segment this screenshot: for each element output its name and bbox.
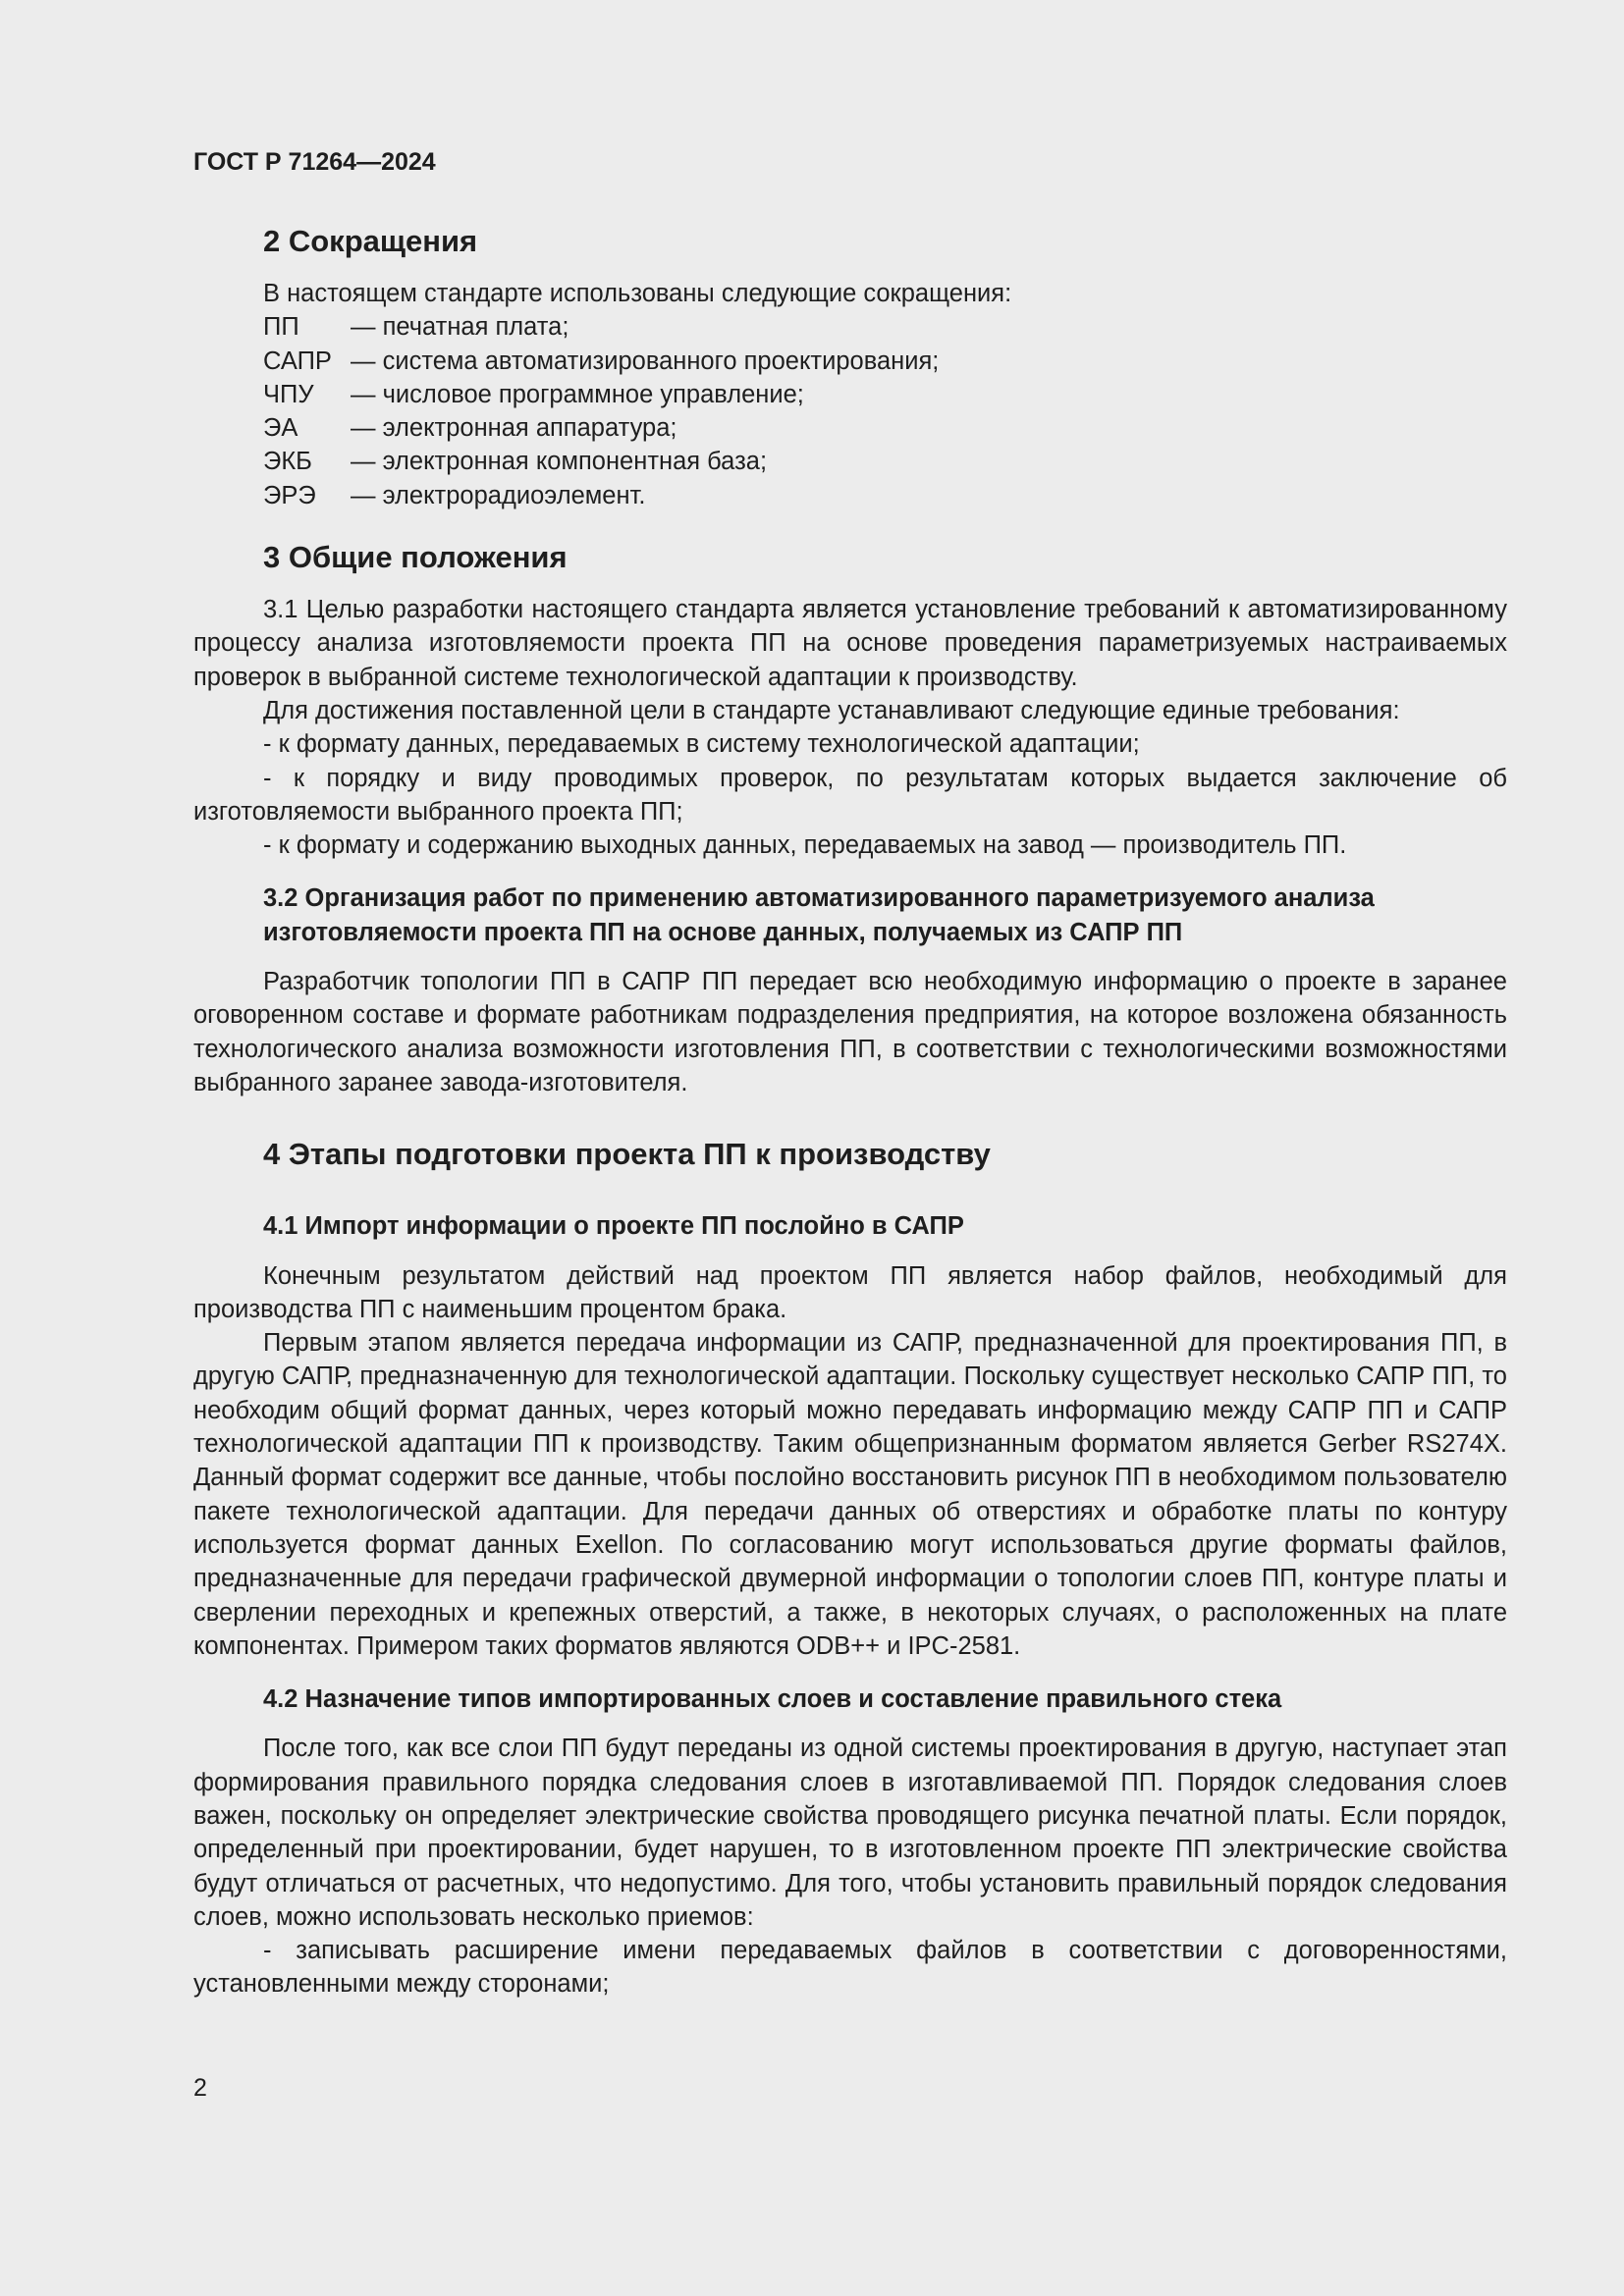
page-content [193, 222, 1507, 2002]
paragraph-4-2: После того, как все слои ПП будут переданы из одной системы проектирования в другую, наступает этап формирования правильного порядка следования слоев в изготавливаемой ПП. Порядок следования слоев важен, поскольку он определяет электрические свойства проводящего рисунка печатной платы. Если порядок, определенный при проектировании, будет нарушен, то в изготовленном проекте ПП электрические свойства будут отличаться от расчетных, что недопустимо. Для того, чтобы установить правильный порядок следования слоев, можно использовать несколько приемов: [193, 1735, 1507, 1931]
subsection-4-1-title: 4.1 Импорт информации о проекте ПП послойно в САПР [263, 1212, 964, 1241]
requirement-item: - к порядку и виду проводимых проверок, по результатам которых выдается заключение об изготовляемости выбранного проекта ПП; [193, 764, 1507, 826]
abbr-item: ЭКБ — электронная компонентная база; [263, 448, 768, 476]
abbr-item: ПП — печатная плата; [263, 313, 569, 342]
paragraph-4-1-a: Конечным результатом действий над проектом ПП является набор файлов, необходимый для производства ПП с наименьшим процентом брака. [193, 1261, 1507, 1323]
requirement-item: - к формату и содержанию выходных данных, передаваемых на завод — производитель ПП. [263, 831, 1347, 860]
abbr-item: ЭРЭ — электрорадиоэлемент. [263, 481, 646, 509]
abbr-intro: В настоящем стандарте использованы следующие сокращения: [263, 280, 1012, 307]
subsection-3-2-title: 3.2 Организация работ по применению автоматизированного параметризуемого анализа изготовляемости проекта ПП на основе данных, получаемых из САПР ПП [263, 884, 1375, 946]
paragraph-4-1-b: Первым этапом является передача информации из САПР, предназначенной для проектирования ПП, в другую САПР, предназначенную для технологической адаптации. Поскольку существует несколько САПР ПП, то необходим общий формат данных, через который можно передавать информацию между САПР ПП и САПР технологической адаптации ПП к производству. Таким общепризнанным форматом является Gerber RS274X. Данный формат содержит все данные, чтобы послойно восстановить рисунок ПП в необходимом пользователю пакете технологической адаптации. Для передачи данных об отверстиях и обработке платы по контуру используется формат данных Exellon. По согласованию могут использоваться другие форматы файлов, предназначенные для передачи графической двумерной информации о топологии слоев ПП, контуре платы и сверлении переходных и крепежных отверстий, а также, в некоторых случаях, о расположенных на плате компонентах. Примером таких форматов являются ODB++ и IPC-2581. [193, 1329, 1507, 1660]
paragraph-3-1: 3.1 Целью разработки настоящего стандарта является установление требований к автоматизированному процессу анализа изготовляемости проекта ПП на основе проведения параметризуемых настраиваемых проверок в выбранной системе технологической адаптации к производству. [193, 596, 1507, 691]
section-4-title: 4 Этапы подготовки проекта ПП к производству [263, 1137, 991, 1172]
section-2-title: 2 Сокращения [263, 224, 478, 258]
document-header: ГОСТ Р 71264—2024 [193, 148, 436, 176]
paragraph-3-2: Разработчик топологии ПП в САПР ПП передает всю необходимую информацию о проекте в заранее оговоренном составе и формате работникам подразделения предприятия, на которое возложена обязанность технологического анализа возможности изготовления ПП, в соответствии с технологическими возможностями выбранного заранее завода-изготовителя. [193, 968, 1507, 1096]
abbr-item: ЭА — электронная аппаратура; [263, 414, 677, 443]
page-number: 2 [193, 2074, 207, 2102]
subsection-4-2-title: 4.2 Назначение типов импортированных слоев и составление правильного стека [263, 1685, 1282, 1714]
abbr-item: ЧПУ — числовое программное управление; [263, 380, 804, 408]
abbr-item: САПР — система автоматизированного проектирования; [263, 347, 940, 375]
technique-item: - записывать расширение имени передаваемых файлов в соответствии с договоренностями, установленными между сторонами; [193, 1937, 1507, 1999]
paragraph-3-1-goal: Для достижения поставленной цели в стандарте устанавливают следующие единые требования: [263, 696, 1400, 724]
section-3-title: 3 Общие положения [263, 540, 568, 575]
requirement-item: - к формату данных, передаваемых в систему технологической адаптации; [263, 730, 1140, 759]
abbr-list [193, 310, 1507, 512]
